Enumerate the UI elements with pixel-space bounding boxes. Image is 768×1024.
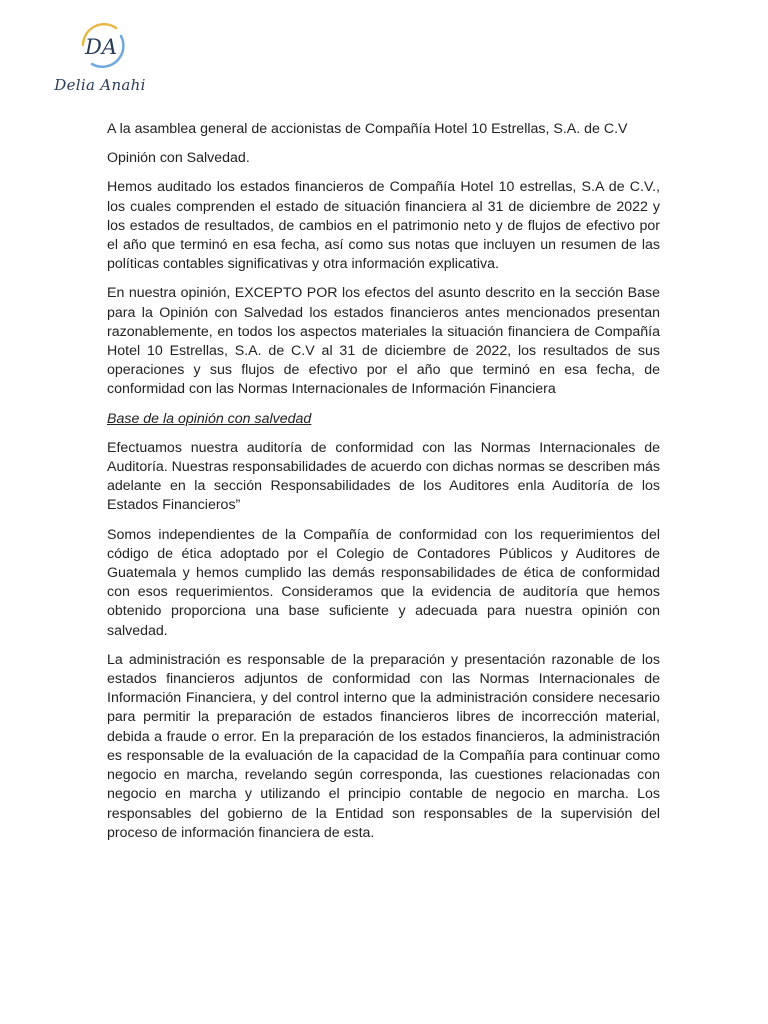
paragraph-standards: Efectuamos nuestra auditoría de conformidad con las Normas Internacionales de Auditoría. Nuestras responsabilidades de acuerdo con dichas normas se describen más adelante en la sección Responsabilidades de los Auditores enla Auditoría de los Estados Financieros”: [107, 439, 660, 514]
document-body: [107, 120, 660, 843]
paragraph-audited: Hemos auditado los estados financieros de Compañía Hotel 10 estrellas, S.A de C.V., los cuales comprenden el estado de situación financiera al 31 de diciembre de 2022 y los estados de resultados, de cambios en el patrimonio neto y de flujos de efectivo por el año que terminó en esa fecha, así como sus notas que incluyen un resumen de las políticas contables significativas y otra información explicativa.: [107, 179, 660, 273]
addressee: A la asamblea general de accionistas de Compañía Hotel 10 Estrellas, S.A. de C.V: [107, 121, 628, 137]
paragraph-independence: Somos independientes de la Compañía de conformidad con los requerimientos del código de ética adoptado por el Colegio de Contadores Públicos y Auditores de Guatemala y hemos cumplido las demás responsabilidades de ética de conformidad con esos requerimientos. Consideramos que la evidencia de auditoría que hemos obtenido proporciona una base suficiente y adecuada para nuestra opinión con salvedad.: [107, 526, 660, 639]
basis-heading: Base de la opinión con salvedad: [107, 410, 312, 427]
paragraph-management: La administración es responsable de la preparación y presentación razonable de los estados financieros adjuntos de conformidad con las Normas Internacionales de Información Financiera, y del control interno que la administración considere necesario para permitir la preparación de estados financieros libres de incorrección material, debida a fraude o error. En la preparación de los estados financieros, la administración es responsable de la evaluación de la capacidad de la Compañía para continuar como negocio en marcha, revelando según corresponda, las cuestiones relacionadas con negocio en marcha y utilizando el principio contable de negocio en marcha. Los responsables del gobierno de la Entidad son responsables de la supervisión del proceso de información financiera de esta.: [107, 651, 660, 841]
logo-name: Delia Anahi: [54, 76, 146, 94]
logo-circle-icon: [30, 14, 170, 74]
logo: [30, 14, 170, 106]
paragraph-opinion: En nuestra opinión, EXCEPTO POR los efectos del asunto descrito en la sección Base para la Opinión con Salvedad los estados financieros antes mencionados presentan razonablemente, en todos los aspectos materiales la situación financiera de Compañía Hotel 10 Estrellas, S.A. de C.V al 31 de diciembre de 2022, los resultados de sus operaciones y sus flujos de efectivo por el año que terminó en esa fecha, de conformidad con las Normas Internacionales de Información Financiera: [107, 285, 660, 398]
opinion-title: Opinión con Salvedad.: [107, 150, 250, 167]
logo-monogram: DA: [84, 35, 118, 59]
